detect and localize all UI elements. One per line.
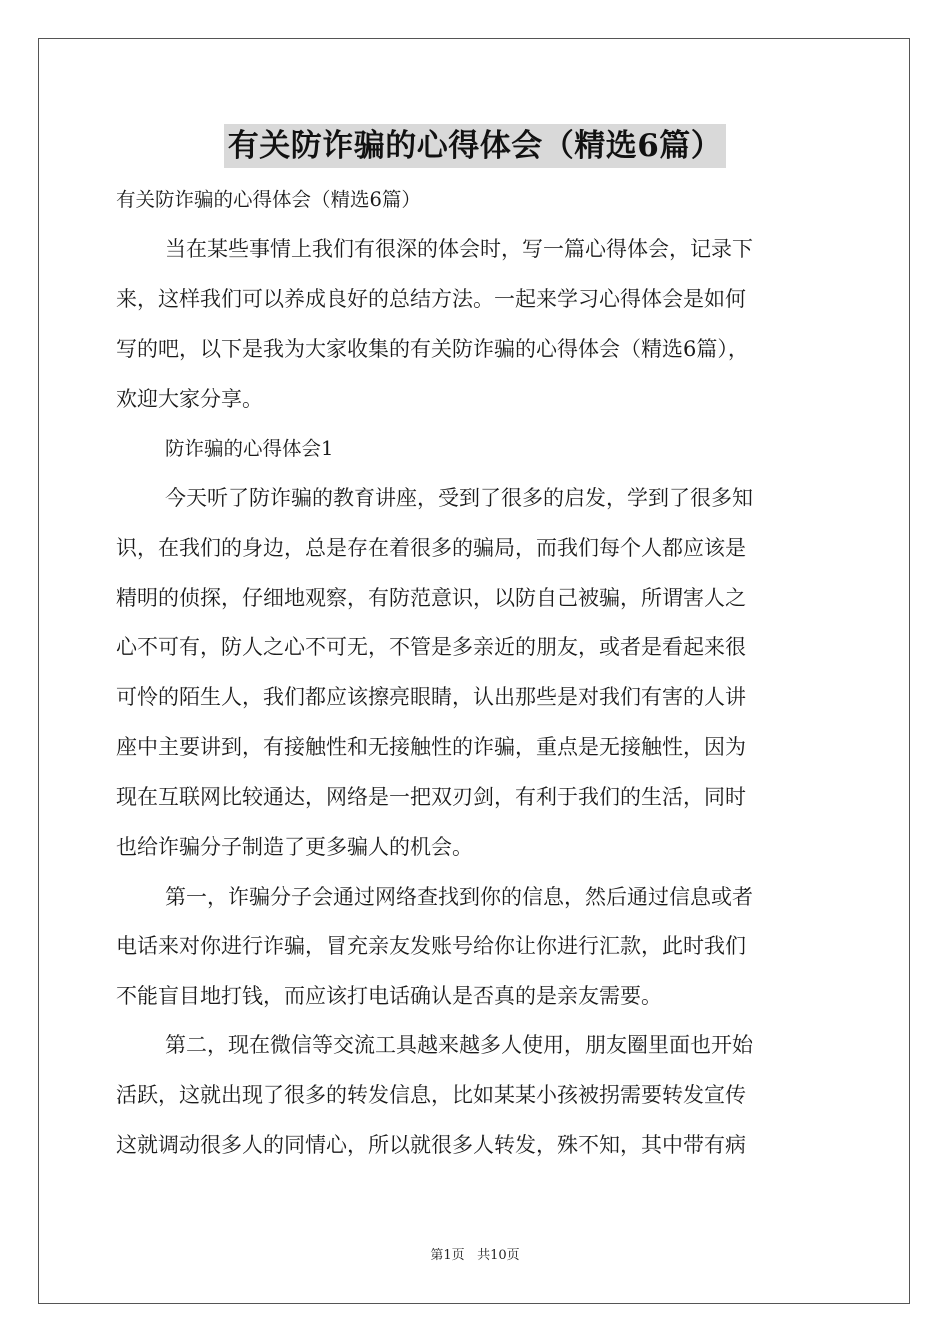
- paragraph-line: 不能盲目地打钱，而应该打电话确认是否真的是亲友需要。: [116, 984, 662, 1008]
- page-frame: [38, 38, 910, 1304]
- paragraph-line: 座中主要讲到，有接触性和无接触性的诈骗，重点是无接触性，因为: [116, 735, 746, 759]
- page-number: 第1页: [430, 1248, 465, 1263]
- paragraph-line: 活跃，这就出现了很多的转发信息，比如某某小孩被拐需要转发宣传: [116, 1083, 746, 1107]
- page-total: 共10页: [477, 1248, 520, 1263]
- paragraph-line: 来，这样我们可以养成良好的总结方法。一起来学习心得体会是如何: [116, 287, 746, 311]
- paragraph-line: 今天听了防诈骗的教育讲座，受到了很多的启发，学到了很多知: [165, 486, 753, 510]
- paragraph-line: 现在互联网比较通达，网络是一把双刃剑，有利于我们的生活，同时: [116, 785, 746, 809]
- paragraph-line: 当在某些事情上我们有很深的体会时，写一篇心得体会，记录下: [165, 237, 753, 261]
- paragraph-line: 电话来对你进行诈骗，冒充亲友发账号给你让你进行汇款，此时我们: [116, 934, 746, 958]
- paragraph-line: 第二，现在微信等交流工具越来越多人使用，朋友圈里面也开始: [165, 1033, 753, 1057]
- paragraph-line: 写的吧，以下是我为大家收集的有关防诈骗的心得体会（精选6篇），: [116, 337, 749, 361]
- paragraph-line: 也给诈骗分子制造了更多骗人的机会。: [116, 835, 473, 859]
- paragraph-line: 识，在我们的身边，总是存在着很多的骗局，而我们每个人都应该是: [116, 536, 746, 560]
- title-wrap: [0, 124, 950, 168]
- paragraph-line: 心不可有，防人之心不可无，不管是多亲近的朋友，或者是看起来很: [116, 635, 746, 659]
- section-heading: 防诈骗的心得体会1: [165, 437, 334, 460]
- paragraph-line: 精明的侦探，仔细地观察，有防范意识，以防自己被骗，所谓害人之: [116, 586, 746, 610]
- paragraph-line: 这就调动很多人的同情心，所以就很多人转发，殊不知，其中带有病: [116, 1133, 746, 1157]
- document-subtitle: 有关防诈骗的心得体会（精选6篇）: [116, 188, 421, 211]
- document-title: 有关防诈骗的心得体会（精选6篇）: [224, 124, 727, 168]
- paragraph-line: 第一，诈骗分子会通过网络查找到你的信息，然后通过信息或者: [165, 885, 753, 909]
- paragraph-line: 欢迎大家分享。: [116, 387, 263, 411]
- paragraph-line: 可怜的陌生人，我们都应该擦亮眼睛，认出那些是对我们有害的人讲: [116, 685, 746, 709]
- page-footer: [0, 1246, 950, 1266]
